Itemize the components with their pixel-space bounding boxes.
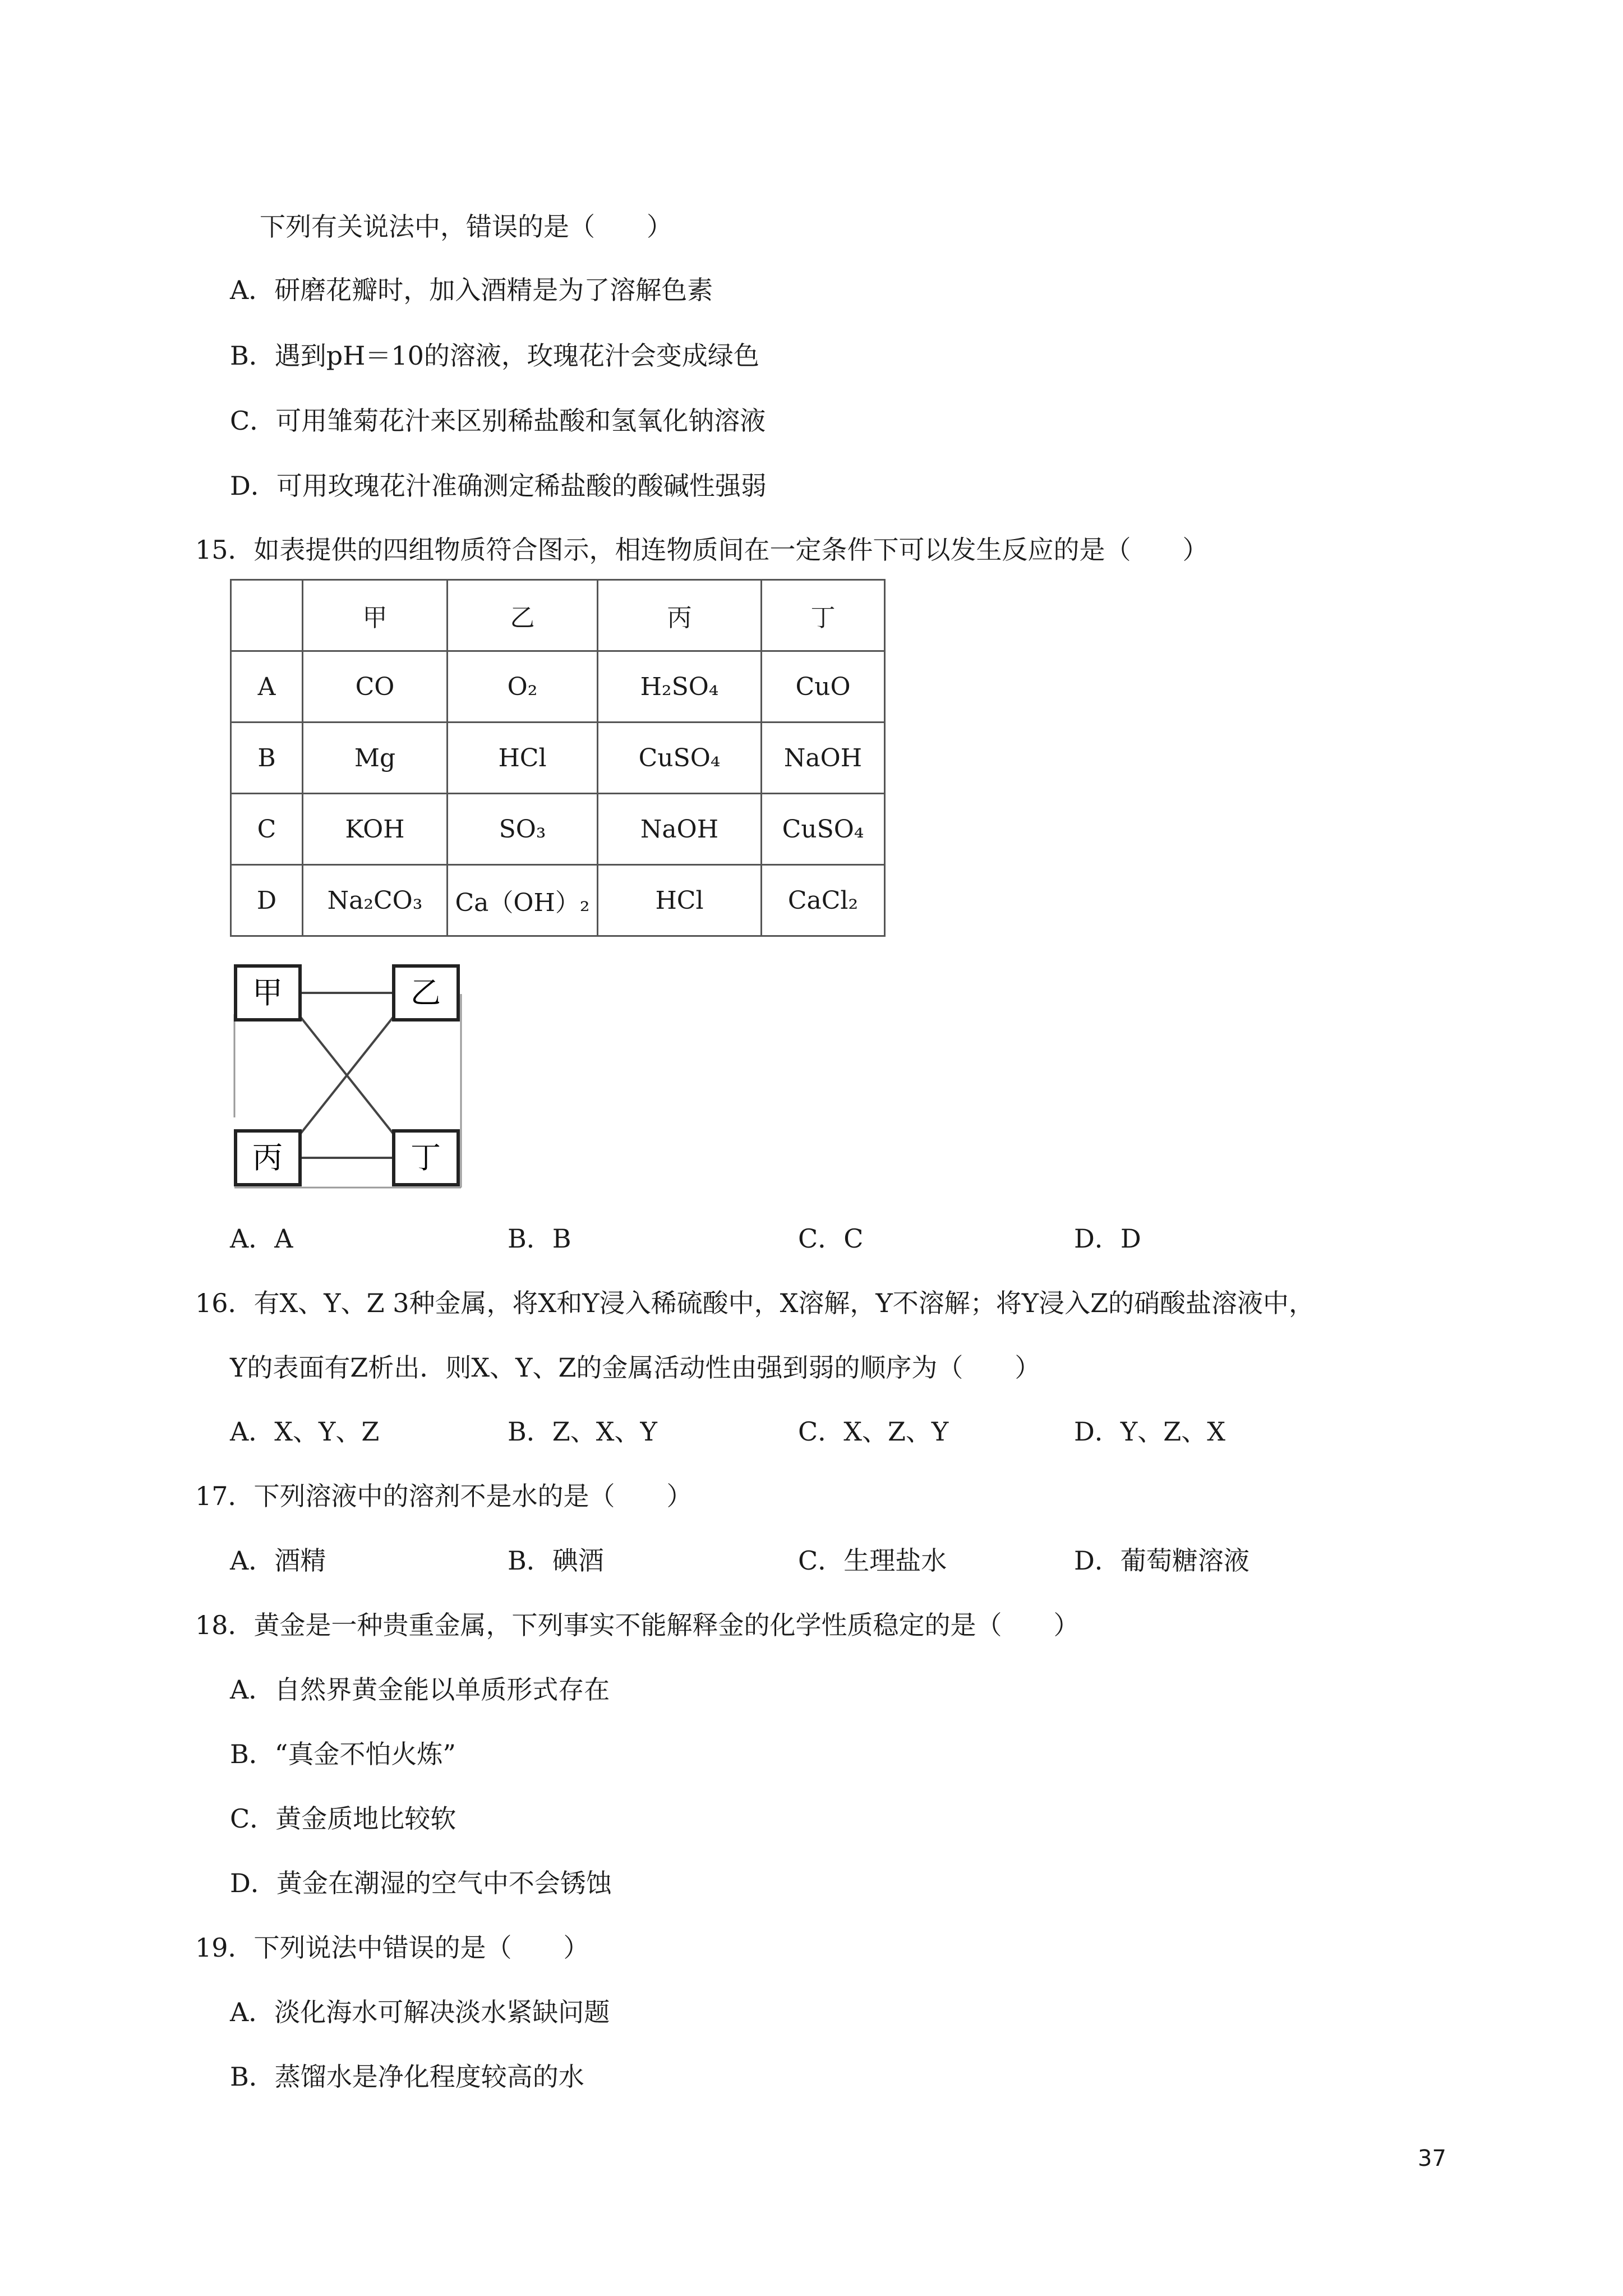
- q17-options: [230, 1544, 1408, 1577]
- table-cell: H₂SO₄: [598, 651, 762, 723]
- q14-stem: 下列有关说法中，错误的是（ ）: [260, 211, 672, 242]
- q15-reaction-diagram: [230, 960, 465, 1190]
- table-cell: CuO: [762, 651, 885, 723]
- svg-text:甲: 甲: [252, 975, 283, 1010]
- table-header-cell: 乙: [448, 580, 598, 651]
- table-cell: A: [231, 651, 303, 723]
- q14-option-a: A．研磨花瓣时，加入酒精是为了溶解色素: [230, 275, 713, 305]
- table-cell: NaOH: [762, 723, 885, 794]
- table-header-cell: 丁: [762, 580, 885, 651]
- q15-option-d: D．D: [1074, 1223, 1141, 1254]
- table-cell: CaCl₂: [762, 865, 885, 936]
- table-cell: CuSO₄: [598, 723, 762, 794]
- table-cell: NaOH: [598, 794, 762, 865]
- q17-option-b: B．碘酒: [508, 1545, 604, 1576]
- q19-option-b: B．蒸馏水是净化程度较高的水: [230, 2062, 584, 2092]
- q18-option-a: A．自然界黄金能以单质形式存在: [230, 1674, 610, 1705]
- table-row: [231, 865, 885, 936]
- table-cell: Mg: [303, 723, 448, 794]
- q17-option-a: A．酒精: [230, 1545, 326, 1576]
- q15-stem: 15．如表提供的四组物质符合图示，相连物质间在一定条件下可以发生反应的是（ ）: [195, 535, 1209, 565]
- table-row: [231, 651, 885, 723]
- q15-option-b: B．B: [508, 1223, 571, 1254]
- q16-option-c: C．X、Z、Y: [798, 1416, 949, 1447]
- table-header-cell: 甲: [303, 580, 448, 651]
- table-cell: Na₂CO₃: [303, 865, 448, 936]
- q17-option-c: C．生理盐水: [798, 1545, 947, 1576]
- page-number: 37: [1418, 2146, 1446, 2171]
- svg-text:乙: 乙: [411, 975, 441, 1010]
- q14-option-c: C．可用雏菊花汁来区别稀盐酸和氢氧化钠溶液: [230, 406, 766, 436]
- q15-table: [230, 579, 886, 937]
- table-cell: D: [231, 865, 303, 936]
- table-cell: SO₃: [448, 794, 598, 865]
- q18-stem: 18．黄金是一种贵重金属，下列事实不能解释金的化学性质稳定的是（ ）: [195, 1610, 1080, 1640]
- q14-option-b: B．遇到pH＝10的溶液，玫瑰花汁会变成绿色: [230, 341, 759, 371]
- table-header-cell: 丙: [598, 580, 762, 651]
- q16-options: [230, 1415, 1408, 1448]
- q17-option-d: D．葡萄糖溶液: [1074, 1545, 1249, 1576]
- node-ding: [394, 1131, 458, 1185]
- table-row: [231, 723, 885, 794]
- q18-option-d: D．黄金在潮湿的空气中不会锈蚀: [230, 1868, 612, 1898]
- table-cell: O₂: [448, 651, 598, 723]
- svg-text:丙: 丙: [252, 1140, 283, 1175]
- table-cell: C: [231, 794, 303, 865]
- q16-option-d: D．Y、Z、X: [1074, 1416, 1225, 1447]
- node-jia: [236, 966, 300, 1020]
- table-cell: B: [231, 723, 303, 794]
- q18-option-b: B．“真金不怕火炼”: [230, 1739, 456, 1769]
- table-cell: KOH: [303, 794, 448, 865]
- table-header-row: [231, 580, 885, 651]
- table-header-cell: [231, 580, 303, 651]
- q15-option-a: A．A: [230, 1223, 293, 1254]
- table-cell: HCl: [598, 865, 762, 936]
- table-cell: CO: [303, 651, 448, 723]
- q19-stem: 19．下列说法中错误的是（ ）: [195, 1932, 589, 1963]
- q18-option-c: C．黄金质地比较软: [230, 1803, 457, 1834]
- node-yi: [394, 966, 458, 1020]
- q15-option-c: C．C: [798, 1223, 864, 1254]
- table-row: [231, 794, 885, 865]
- q19-option-a: A．淡化海水可解决淡水紧缺问题: [230, 1997, 610, 2027]
- q16-stem-line1: 16．有X、Y、Z 3种金属，将X和Y浸入稀硫酸中，X溶解，Y不溶解；将Y浸入Z的硝酸盐溶液中，: [195, 1288, 1315, 1318]
- table-cell: Ca（OH）₂: [448, 865, 598, 936]
- table-cell: CuSO₄: [762, 794, 885, 865]
- q16-stem-line2: Y的表面有Z析出．则X、Y、Z的金属活动性由强到弱的顺序为（ ）: [230, 1352, 1041, 1383]
- q15-options: [230, 1222, 1408, 1255]
- table-cell: HCl: [448, 723, 598, 794]
- svg-text:丁: 丁: [411, 1140, 441, 1175]
- q16-option-b: B．Z、X、Y: [508, 1416, 657, 1447]
- q14-option-d: D．可用玫瑰花汁准确测定稀盐酸的酸碱性强弱: [230, 471, 767, 501]
- q16-option-a: A．X、Y、Z: [230, 1416, 380, 1447]
- node-bing: [236, 1131, 300, 1185]
- q17-stem: 17．下列溶液中的溶剂不是水的是（ ）: [195, 1481, 693, 1511]
